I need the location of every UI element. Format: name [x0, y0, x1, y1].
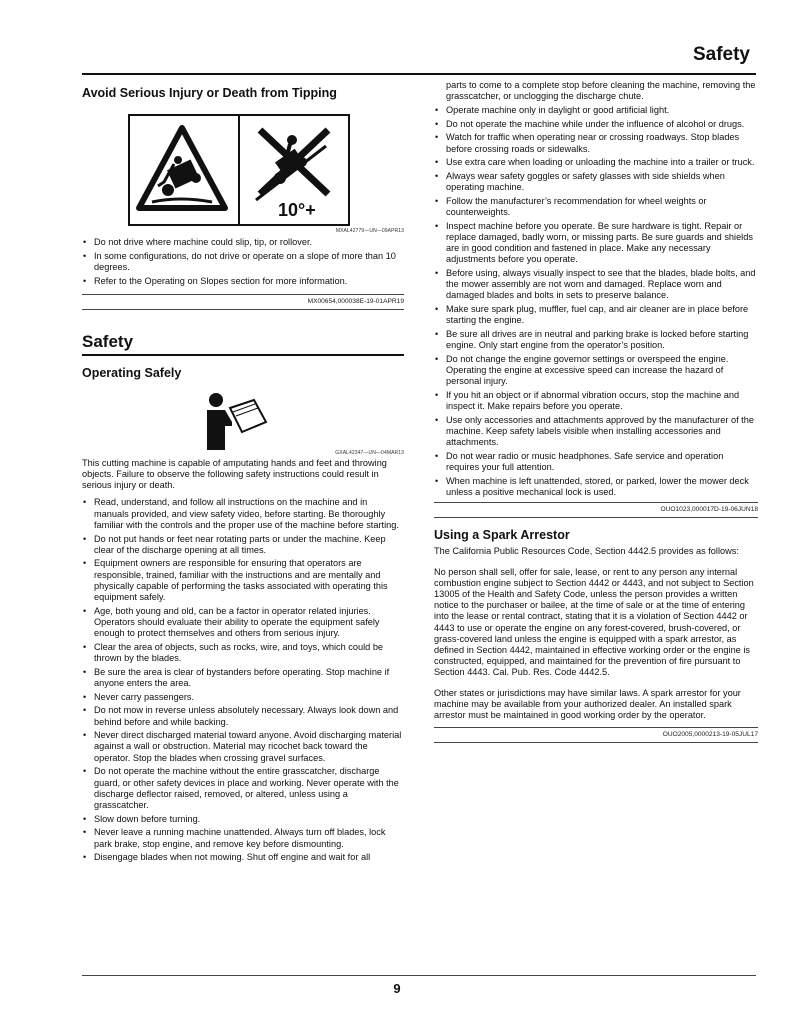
divider	[82, 294, 404, 295]
operating-safely-list	[82, 497, 404, 863]
list-item: • Age, both young and old, can be a factor in operator related injuries. Operators should evaluate their ability to operate the equipment safely enough to protect themselves and others from serious injury.	[82, 606, 404, 640]
spark-note-paragraph: Other states or jurisdictions may have similar laws. A spark arrestor for your machine may be available from your authorized dealer. An installed spark arrestor must be maintained in good working order by the operator.	[434, 687, 741, 721]
page-title: Safety	[692, 44, 750, 65]
tipping-list	[82, 237, 404, 287]
slope-limit-icon	[240, 116, 345, 220]
divider	[434, 742, 758, 743]
list-item: • When machine is left unattended, stored, or parked, lower the mower deck unless a positive mechanical lock is used.	[434, 476, 758, 498]
left-column	[82, 80, 404, 866]
list-item: • Do not drive where machine could slip, tip, or rollover.	[82, 237, 404, 248]
list-item: • Do not operate the machine while under the influence of alcohol or drugs.	[434, 119, 758, 130]
operating-safely-heading: Operating Safely	[82, 365, 182, 380]
divider	[434, 727, 758, 728]
slope-limit-panel	[240, 116, 348, 224]
list-item: • Make sure spark plug, muffler, fuel cap, and air cleaner are in place before starting the engine.	[434, 304, 758, 326]
list-item: • Refer to the Operating on Slopes section for more information.	[82, 276, 404, 287]
divider	[434, 517, 758, 518]
section-underline	[82, 354, 404, 356]
operator-figure-ref: GXAL42347—UN—04MAR13	[335, 449, 404, 456]
operating-safely-list-continued	[434, 105, 758, 499]
page-number: 9	[393, 981, 401, 996]
divider	[434, 502, 758, 503]
list-item: • Watch for traffic when operating near or crossing roadways. Stop blades before crossing roads or sidewalks.	[434, 132, 758, 154]
list-item: • If you hit an object or if abnormal vibration occurs, stop the machine and inspect it. Make repairs before you operate.	[434, 390, 758, 412]
list-item: • Do not put hands or feet near rotating parts or under the machine. Keep clear of the discharge opening at all times.	[82, 534, 404, 556]
list-item: • Follow the manufacturer’s recommendation for wheel weights or counterweights.	[434, 196, 758, 218]
list-item: • Always wear safety goggles or safety glasses with side shields when operating machine.	[434, 171, 758, 193]
section-title: Safety	[82, 331, 134, 351]
right-column	[434, 80, 758, 743]
continued-text: parts to come to a complete stop before cleaning the machine, removing the grasscatcher, or unclogging the discharge chute.	[446, 80, 756, 102]
intro-paragraph: This cutting machine is capable of amputating hands and feet and throwing objects. Failure to observe the following safety instructions could result in serious injury or death.	[82, 457, 387, 491]
tipping-hazard-icon	[130, 116, 235, 220]
tipping-doc-ref: MX00654,000038E-19-01APR19	[307, 297, 404, 305]
list-item: • Never direct discharged material toward anyone. Avoid discharging material against a wall or obstruction. Material may ricochet back toward the operator. Stop the blades when crossing gravel surfaces.	[82, 730, 404, 764]
list-item: • Do not operate the machine without the entire grasscatcher, discharge guard, or other safety devices in place and working. Never operate with the discharge deflector raised, removed, or altered, unless using a grasscatcher.	[82, 766, 404, 811]
list-item: • Never carry passengers.	[82, 692, 404, 703]
list-item: • Use only accessories and attachments approved by the manufacturer of the machine. Keep safety labels visible when installing accessories and attachments.	[434, 415, 758, 449]
list-item: • Slow down before turning.	[82, 814, 404, 825]
list-item: • Never leave a running machine unattended. Always turn off blades, lock park brake, stop engine, and remove key before dismounting.	[82, 827, 404, 849]
operator-figure	[202, 392, 268, 450]
list-item: • Be sure the area is clear of bystanders before operating. Stop machine if anyone enters the area.	[82, 667, 404, 689]
tipping-hazard-panel	[130, 116, 240, 224]
list-item: • Do not change the engine governor settings or overspeed the engine. Operating the engine at excessive speed can increase the hazard of personal injury.	[434, 354, 758, 388]
list-item: • Clear the area of objects, such as rocks, wire, and toys, which could be thrown by the blades.	[82, 642, 404, 664]
tipping-figure-ref: MXAL42779—UN—09APR13	[335, 228, 404, 234]
spark-intro-paragraph: The California Public Resources Code, Section 4442.5 provides as follows:	[434, 546, 739, 557]
list-item: • Do not mow in reverse unless absolutely necessary. Always look down and behind before and while backing.	[82, 705, 404, 727]
list-item: • Operate machine only in daylight or good artificial light.	[434, 105, 758, 116]
slope-angle-label: 10°+	[278, 200, 316, 220]
list-item: • In some configurations, do not drive or operate on a slope of more than 10 degrees.	[82, 251, 404, 273]
tipping-heading: Avoid Serious Injury or Death from Tipping	[82, 86, 337, 100]
divider	[82, 309, 404, 310]
spark-arrestor-heading: Using a Spark Arrestor	[434, 528, 570, 543]
operator-reading-manual-icon	[202, 392, 268, 450]
list-item: • Inspect machine before you operate. Be sure hardware is tight. Repair or replace damaged, badly worn, or missing parts. Be sure guards and shields are in good condition and fastened in place. Make any necessary adjustments before you operate.	[434, 221, 758, 266]
list-item: • Equipment owners are responsible for ensuring that operators are responsible, trained, familiar with the instructions and are mentally and physically capable of performing the tasks associated with operating this equipment safely.	[82, 558, 404, 603]
list-item: • Do not wear radio or music headphones. Safe service and operation requires your full attention.	[434, 451, 758, 473]
safety-section	[82, 332, 404, 864]
page-header	[82, 40, 756, 75]
list-item: • Before using, always visually inspect to see that the blades, blade bolts, and the mower assembly are not worn and damaged. Replace worn and damaged blades and bolts in sets to preserve balance.	[434, 268, 758, 302]
operating-safely-doc-ref: OUO1023,000017D-19-06JUN18	[660, 506, 758, 514]
spark-doc-ref: OUO2005,0000213-19-05JUL17	[662, 731, 758, 739]
list-item: • Read, understand, and follow all instructions on the machine and in manuals provided, and view safety video, before starting. Be thoroughly familiar with the controls and the proper use of the machine before starting.	[82, 497, 404, 531]
tipping-figure	[128, 114, 350, 226]
spark-law-paragraph: No person shall sell, offer for sale, lease, or rent to any person any internal combustion engine subject to Section 4442 or 4443, and not subject to Section 13005 of the Health and Safety Code, unless the person provides a written notice to the purchaser or bailee, at the time of sale or at the time of entering into the lease or rental contract, stating that it is a violation of Section 4442 or 4443 to use or operate the engine on any forest-covered, brush-covered, or grass-covered land unless the engine is equipped with a spark arrestor, as defined in Section 4442, maintained in effective working order or the engine is constructed, equipped, and maintained for the prevention of fire pursuant to Section 4443. Cal. Pub. Res. Code 4442.5.	[434, 566, 754, 678]
list-item: • Be sure all drives are in neutral and parking brake is locked before starting engine. Only start engine from the operator’s position.	[434, 329, 758, 351]
footer-rule	[82, 975, 756, 976]
list-item: • Use extra care when loading or unloading the machine into a trailer or truck.	[434, 157, 758, 168]
list-item: • Disengage blades when not mowing. Shut off engine and wait for all	[82, 852, 404, 863]
